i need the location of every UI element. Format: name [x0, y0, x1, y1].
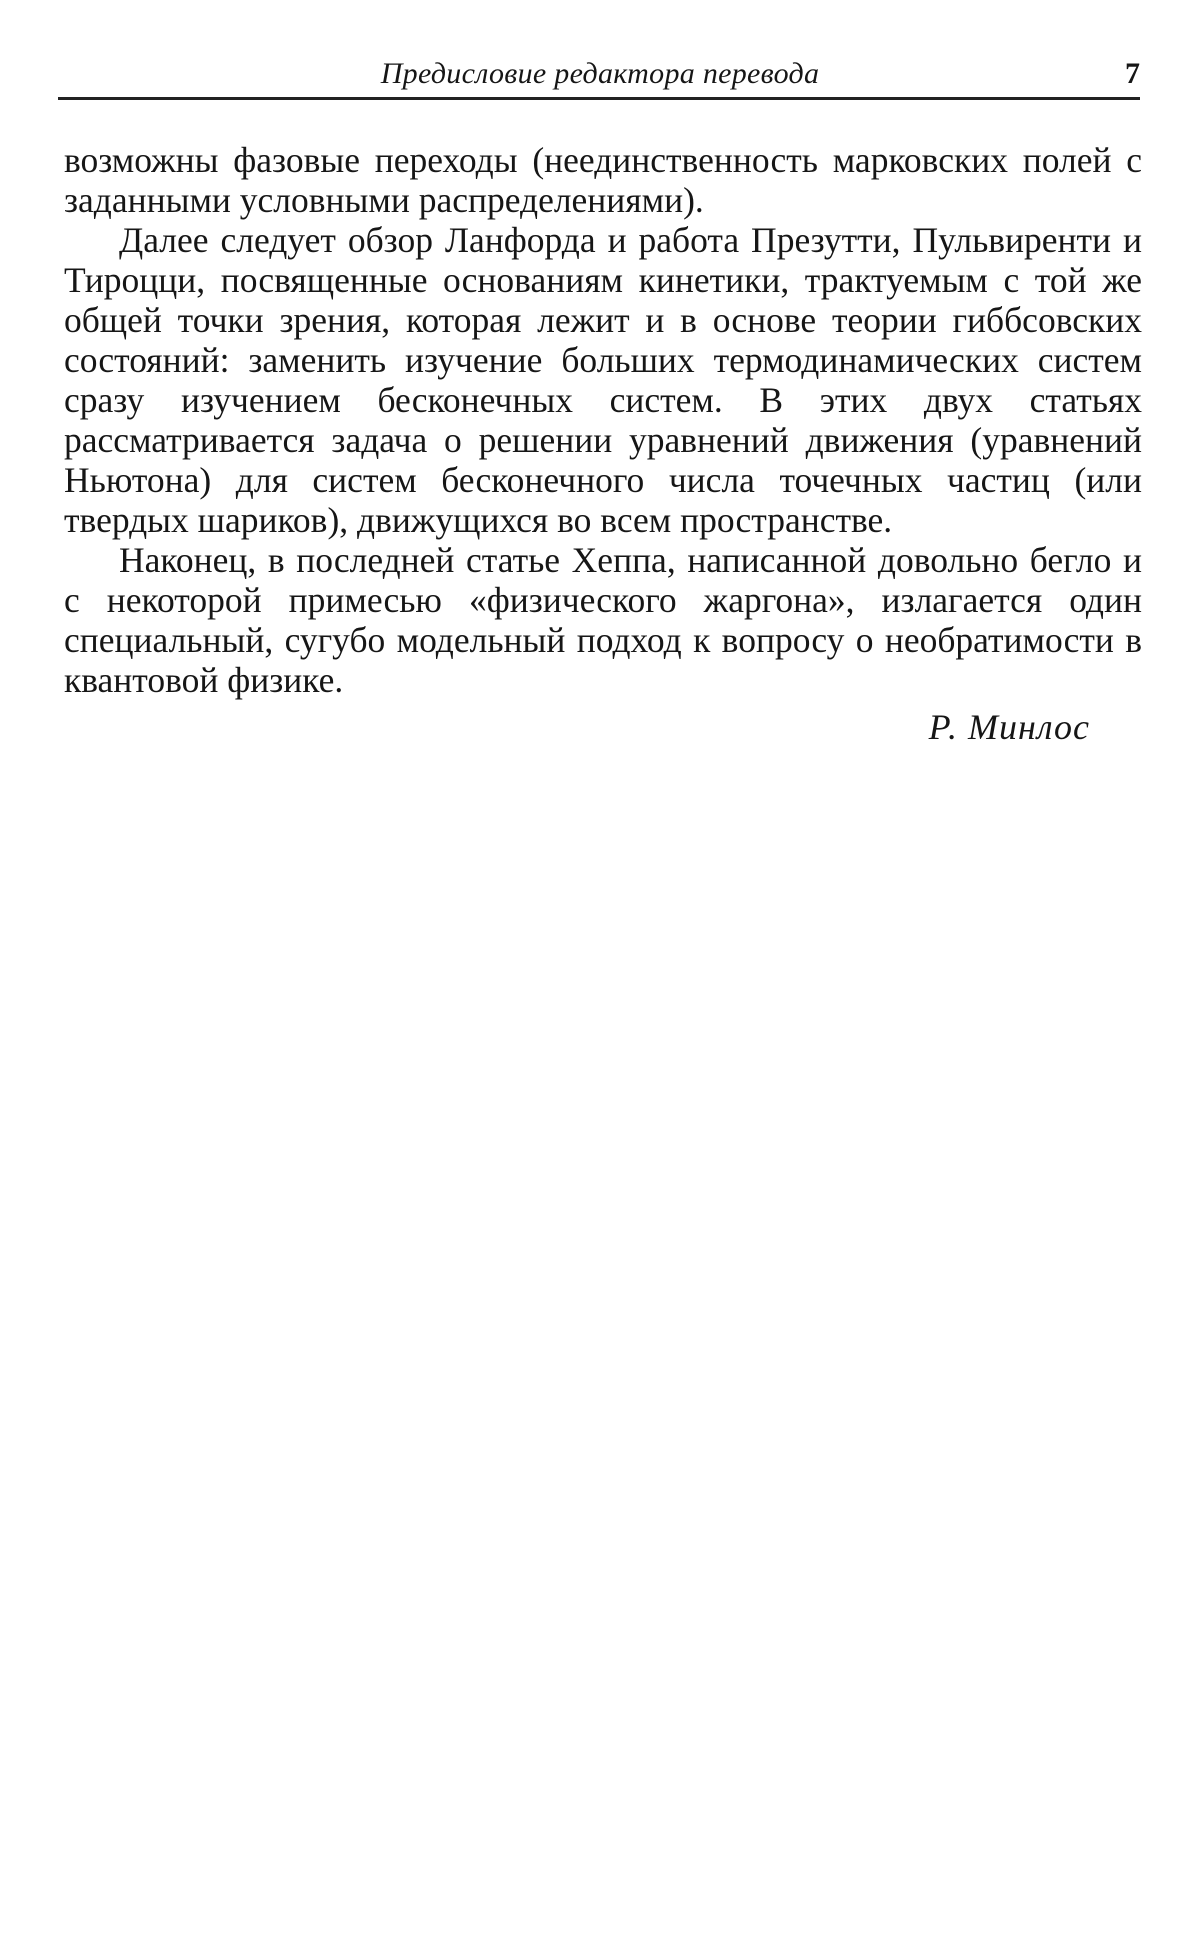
editor-signature: Р. Минлос [928, 707, 1090, 747]
paragraph-overview: Далее следует обзор Ланфорда и работа Презутти, Пульвиренти и Тироцци, посвященные основаниям кинетики, трактуемым с той же общей точки зрения, которая лежит и в основе теории гиббсовских состояний: заменить изучение больших термодинамических систем сразу изучением бесконечных систем. В этих двух статьях рассматривается задача о решении уравнений движения (уравнений Ньютона) для систем бесконечного числа точечных частиц (или твердых шариков), движущихся во всем пространстве. [64, 220, 1142, 540]
page-number: 7 [1125, 57, 1140, 90]
header-rule [58, 97, 1140, 100]
paragraph-continuation: возможны фазовые переходы (неединственность марковских полей с заданными условными распределениями). [64, 140, 1142, 220]
paragraph-hepp: Наконец, в последней статье Хеппа, написанной довольно бегло и с некоторой примесью «физического жаргона», излагается один специальный, сугубо модельный подход к вопросу о необратимости в квантовой физике. [64, 540, 1142, 700]
running-title: Предисловие редактора перевода [380, 57, 820, 90]
running-head [60, 52, 1140, 96]
body-text [64, 140, 1142, 700]
